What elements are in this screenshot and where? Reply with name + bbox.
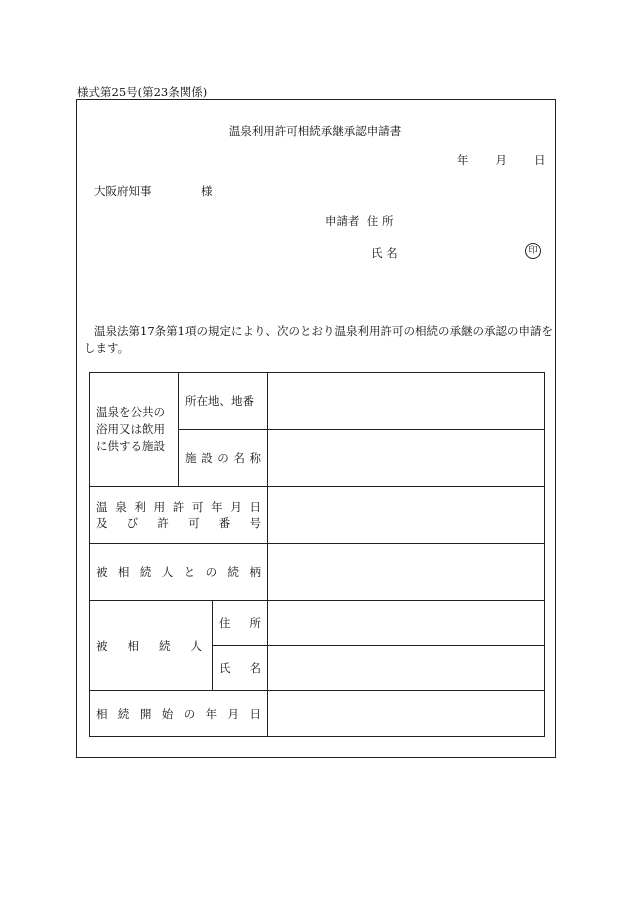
char: 年 [205, 706, 218, 721]
char: 住 [219, 616, 231, 630]
char: 相 [127, 638, 139, 653]
char: 名 [249, 661, 261, 675]
char: 続 [159, 638, 171, 653]
relationship-field[interactable] [268, 544, 545, 601]
facility-location-label: 所在地、地番 [179, 373, 268, 430]
char: 許 [157, 516, 169, 530]
char: 開 [139, 706, 152, 721]
facility-group-line: 温泉を公共の [96, 405, 165, 419]
seal-mark: 印 [525, 243, 541, 259]
addressee-name: 大阪府知事 [94, 184, 152, 198]
char: 続 [139, 565, 152, 579]
char: 称 [249, 451, 261, 465]
decedent-name-field[interactable] [268, 646, 545, 691]
facility-group-line: に供する施設 [96, 439, 165, 453]
char: 温 [96, 500, 108, 514]
char: 所 [249, 616, 261, 630]
char: 号 [249, 516, 261, 530]
decedent-name-label [213, 646, 268, 691]
char: 用 [153, 500, 166, 514]
applicant-address-label: 住 所 [366, 214, 394, 228]
facility-name-field[interactable] [268, 430, 545, 487]
char: の [183, 706, 196, 721]
facility-location-field[interactable] [268, 373, 545, 430]
applicant-name-label: 氏 名 [371, 246, 398, 260]
char: び [126, 516, 139, 530]
char: 可 [191, 500, 204, 514]
char: 被 [96, 565, 108, 579]
applicant-address-row [325, 213, 393, 229]
char: 続 [227, 565, 240, 579]
char: 利 [134, 500, 146, 514]
addressee-honorific: 様 [201, 184, 213, 198]
char: 日 [249, 500, 261, 514]
char: 日 [249, 706, 261, 721]
date-month: 月 [495, 153, 507, 167]
facility-name-label [179, 430, 268, 487]
char: と [183, 565, 196, 579]
char: 人 [161, 565, 174, 579]
permit-date-number-field[interactable] [268, 487, 545, 544]
char: 設 [201, 451, 213, 465]
char: 施 [185, 451, 197, 465]
date-year: 年 [457, 153, 469, 167]
facility-group-line: 浴用又は飲用 [96, 422, 165, 436]
document-title: 温泉利用許可相続承継承認申請書 [228, 124, 402, 138]
application-statement: 温泉法第17条第1項の規定により、次のとおり温泉利用許可の相続の承継の承認の申請をします。 [84, 324, 553, 355]
char: 泉 [115, 500, 127, 514]
char: 相 [117, 565, 130, 579]
char: 月 [227, 706, 240, 721]
char: 被 [96, 638, 108, 653]
char: の [217, 451, 229, 465]
decedent-label [90, 601, 213, 691]
char: 始 [161, 706, 174, 721]
form-number-label: 様式第25号(第23条関係) [77, 85, 208, 99]
char: 続 [117, 706, 130, 721]
date-line [457, 152, 546, 168]
char: 可 [188, 516, 200, 530]
inheritance-start-field[interactable] [268, 691, 545, 737]
permit-date-number-label [90, 487, 268, 544]
char: 氏 [219, 661, 231, 675]
char: の [205, 565, 218, 579]
char: 相 [96, 706, 108, 721]
application-table [89, 372, 545, 737]
char: 月 [230, 500, 242, 514]
decedent-address-label [213, 601, 268, 646]
char: 番 [218, 516, 231, 530]
char: 柄 [249, 565, 261, 579]
relationship-label [90, 544, 268, 601]
char: 名 [233, 451, 245, 465]
applicant-role: 申請者 [325, 214, 360, 228]
inheritance-start-label [90, 691, 268, 737]
char: 許 [172, 500, 185, 514]
facility-group-label [90, 373, 179, 487]
decedent-address-field[interactable] [268, 601, 545, 646]
char: 人 [190, 638, 202, 653]
date-day: 日 [534, 153, 546, 167]
char: 及 [96, 516, 108, 530]
char: 年 [211, 500, 223, 514]
